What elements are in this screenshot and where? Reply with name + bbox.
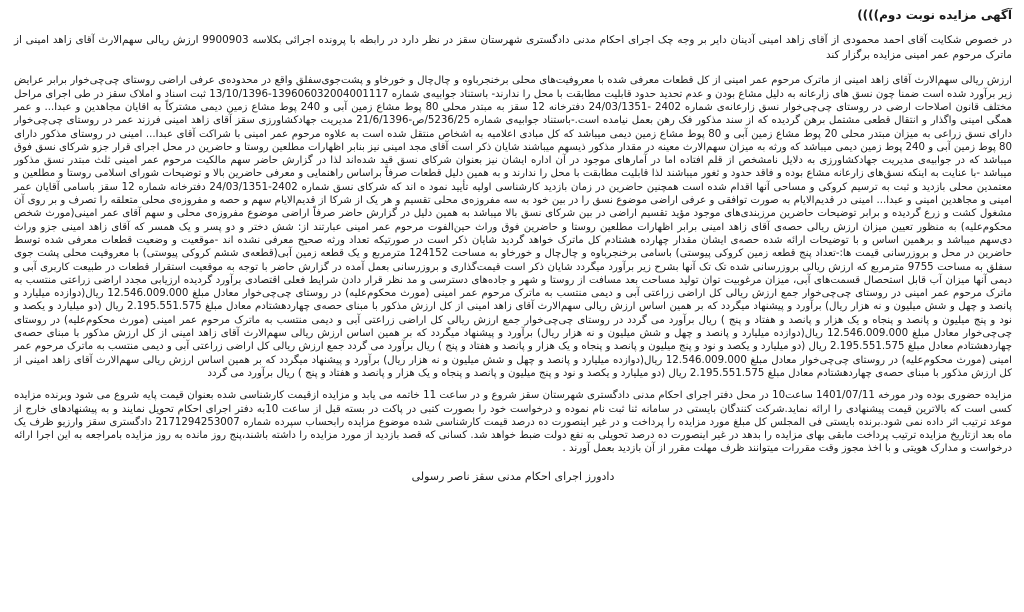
notice-body-paragraph: ارزش ریالی سهم‌الارث آقای زاهد امینی از ماترک مرحوم عمر امینی از کل قطعات معرفی شده با معروفیت‌های محلی برخنجرباوه و چال‌چال و خورخاو و پشت‌جوی‌سفلق واقع در محدوده‌ی عرفی اراضی روستای چی‌چی‌خوار برابر عرایض زیر برآورد شده است ضمنا چون نسق های زارعانه به دلیل مشاع بودن و عدم تحدید حدود قابلیت مطابقت با محل را ندارند- باستناد جوابیه‌ی شماره 139606032004001117-13/10/1396 ثبت اسناد و املاک سقز در طی اجرای مراحل مختلف قانون اصلاحات ارضی در روستای چی‌چی‌خوار نسق زارعانه‌ی شماره 2402 -24/03/1351 دفترخانه 12 سقز به مبتدر محلی 80 پوط مشاع زمین آبی و 240 پوط مشاع زمین دیمی مشترکاً به اقایان مجاهدین و عبدا... و عمر همگی امینی واگذار و انتقال قطعی مشتمل برهن گردیده که از سند مذکور فک رهن بعمل نیامده است.-باستناد جوابیه‌ی شماره 5236/25/ص-21/6/1396 مدیریت جهادکشاورزی سقز آقای زاهد امینی فرزند عمر در روستای چی‌چی‌خوار دارای نسق زراعی به میزان مبتدر محلی 20 پوط مشاع زمین آبی و 80 پوط مشاع زمین دیمی میباشد که کل مبادی اعلامیه به اشخاص منتقل شده است به علاوه مرحوم عمر امینی با شراکت آقای عبدا... امینی در روستای مذکور دارای 80 پوط زمین آبی و 240 پوط زمین دیمی میباشد که ورثه به میزان سهم‌الارث معینه در مقدار مذکور ذیسهم میباشند شایان ذکر است آقای مجد امینی نیز بنابر اظهارات مطلعین روستا و حاضرین در محل اجرای قرار جزو شرکای نسق فوق میباشد که در جوابیه‌ی مدیریت جهادکشاورزی به دلایل نامشخص از قلم افتاده اما در آمارهای موجود در آن اداره ایشان نیز بعنوان شرکای نسق قید شده‌اند لذا در گزارش حاضر سهم مالکیت مرحوم عمر امینی ثلث مبتدر نسق مذکور میباشد -با عنایت به اینکه نسق‌های زارعانه مشاع بوده و فاقد حدود و ثغور میباشند لذا قابلیت مطابقت با محل را ندارند و به همین دلیل قطعات صرفاً براساس راهنمایی و معرفی حاضرین بالا و توضیحات شورای اسلامی روستا و مطلعین و معتمدین محلی بازدید و ثبت به ترسیم کروکی و مساحی آنها اقدام شده است همچنین حاضرین در زمان بازدید کارشناسی اولیه تأیید نمود ه اند که شرکای نسق شماره 2402-24/03/1351 دفترخانه شماره 12 سقز باسامی آقایان عمر امینی و مجاهدین امینی و عبدا... امینی در قدیم‌الایام به صورت توافقی و عرفی اراضی موضوع نسق را در بین خود به سه مفروزه‌ی محلی تقسیم و هر یک از شرکا از قدیم‌الایام سهم و حصه و مفروزه‌ی محلی متعلقه را تصرف و بر روی آن مشغول کشت و زرع گردیده و برابر توضیحات حاضرین مرزبندی‌های موجود مؤید تقسیم اراضی در بین شرکای نسق بالا میباشد به همین دلیل در گزارش حاضر صرفاً اراضی موضوع مفروزه‌ی محلی و سهم آقای عمر امینی(مورث شخص محکوم‌علیه) به منظور تعیین میزان ارزش ریالی حصه‌ی آقای زاهد امینی برابر اظهارات مطلعین روستا و حاضرین فوق وراث حین‌الفوت مرحوم عمر امینی عبارتند از: شش دختر و دو پسر و یک همسر که آقای زاهد امینی جزو وراث دی‌سهم میباشد و برهمین اساس و با توضیحات ارائه شده حصه‌ی ایشان مقدار چهارده هشتادم کل ماترک خواهد گردید شایان ذکر است در صورتیکه تعداد ورثه صحیح معرفی نشده اند -موقعیت و وضعیت قطعات معرفی شده توسط حاضرین در محل و بروزرسانی قیمت ها:-تعداد پنج قطعه زمین کروکی پیوستی) باسامی برخنجرباوه و چال‌چال و خورخاو به مساحت 124152 مترمربع و یک قطعه زمین آبی(قطعه‌ی ششم کروکی پیوستی) با معروفیت محلی پشت جوی سفلق به مساحت 9755 مترمربع که ارزش ریالی بروزرسانی شده تک تک آنها بشرح زیر برآورد میگردد شایان ذکر است قیمت‌گذاری و بروزرسانی بعمل آمده در گزارش حاضر با توجه به موقعیت استقرار قطعات در طبیعت کاربری آبی و دیمی آنها میزان آب قابل استحصال قسمت‌های آبی، میزان مرغوبیت توان تولید مساحت بعد مسافت از روستا و شهر و جاده‌های دسترسی و مد نظر قرار دادن شرایط فعلی اقتصادی برآورد گردیده ارزیابی مجدد اراضی زراعتی منتسب به ماترک مرحوم عمر امینی در روستای چی‌چی‌خوار جمع ارزش ریالی کل اراضی زراعتی آبی و دیمی منتسب به ماترک مرحوم عمر امینی (مورث محکوم‌علیه) در روستای چی‌چی‌خوار معادل مبلغ 12.546.009.000 ریال(دوازده میلیارد و پانصد و چهل و شش میلیون و نه هزار ریال) برآورد و پیشنهاد میگردد که بر همین اساس ارزش ریالی سهم‌الارث آقای زاهد امینی از کل ارزش مذکور با مبنای حصه‌ی چهاردهشتادم معادل مبلغ 2.195.551.575 ریال (دو میلیارد و یکصد و نود و پنج میلیون و پانصد و پنجاه و یک هزار و پانصد و هفتاد و پنج ) ریال برآورد می گردد در روستای چی‌چی‌خوار جمع ارزش ریالی کل اراضی زراعتی آبی و دیمی منتسب به ماترک مرحوم عمر امینی (مورث محکوم‌علیه) در روستای چی‌چی‌خوار معادل مبلغ 12.546.009.000 ریال(دوازده میلیارد و پانصد و چهل و شش میلیون و نه هزار ریال) برآورد و پیشنهاد میگردد که بر همین اساس ارزش ریالی سهم‌الارث آقای زاهد امینی از کل ارزش مذکور با مبنای حصه‌ی چهاردهشتادم معادل مبلغ 2.195.551.575 ریال (دو میلیارد و یکصد و نود و پنج میلیون و پانصد و پنجاه و یک هزار و پانصد و هفتاد و پنج ) ریال برآورد می گردد جمع ارزش ریالی کل اراضی زراعتی آبی و دیمی منتسب به ماترک مرحوم عمر امینی (مورث محکوم‌علیه) در روستای چی‌چی‌خوار معادل مبلغ 12.546.009.000 ریال(دوازده میلیارد و پانصد و چهل و شش میلیون و نه هزار ریال) برآورد و پیشنهاد میگردد که بر همین اساس ارزش ریالی سهم‌الارث آقای زاهد امینی از کل ارزش مذکور با مبنای حصه‌ی چهاردهشتادم معادل مبلغ 2.195.551.575 ریال (دو میلیارد و یکصد و نود و پنج میلیون و پانصد و پنجاه و یک هزار و پانصد و هفتاد و پنج ) ریال برآورد می گردد (14, 75, 1013, 379)
notice-intro-paragraph: در خصوص شکایت آقای احمد محمودی از آقای زاهد امینی آدینان دایر بر وجه چک اجرای احکام مدنی دادگستری شهرستان سقز در نظر دارد در رابطه با پرونده اجرائی بکلاسه 9900903 ارزش ریالی سهم‌الارث آقای زاهد امینی از ماترک مرحوم عمر امینی مزایده برگزار کند (14, 34, 1012, 62)
notice-title: آگهی مزایده نوبت دوم)))) (857, 8, 1012, 22)
notice-signature: دادورز اجرای احکام مدنی سقز ناصر رسولی (411, 469, 615, 483)
notice-auction-terms-paragraph: مزایده حضوری بوده ودر مورخه 1401/07/11 ساعت10 در محل دفتر اجرای احکام مدنی دادگستری شهرستان سقز شروع و در ساعت 11 خاتمه می یابد و مزایده ازقیمت کارشناسی شده بعنوان قیمت پایه شروع می شود وبرنده مزایده کسی است که بالاترین قیمت پیشنهادی را ارائه نماید.شرکت کنندگان بایستی در سامانه ثنا ثبت نام نموده و درخواست خود را بصورت کتبی در پاکت در بسته قبل از ساعت 10به دفتر اجرای احکام تحویل نمایند و به پیشنهادهای خارج از موعد ترتیب اثر داده نمی شود.برنده بایستی فی المجلس کل مبلغ مورد مزایده را پرداخت و در غیر اینصورت ده درصد قیمت کارشناسی شده موضوع مزایده رابحساب سپرده شماره 2171294253007 دادگستری سقز وارزیو ظرف یک ماه بعد ازتاریخ مزایده ترتیب پرداخت مابقی بهای مزایده را بدهد در غیر اینصورت ده درصد تحویلی به نفع دولت ضبط خواهد شد. کسانی که قصد بازدید از مورد مزایده را داشته باشند،پنج روز مانده به روز مزایده بامراجعه به این اجرا ارائه درخواست و مدارک هویتی و با اخذ مجوز وقت مقررات میتوانند ظرف مهلت مقرر از آن بازدید بعمل آورند . (14, 390, 1013, 455)
